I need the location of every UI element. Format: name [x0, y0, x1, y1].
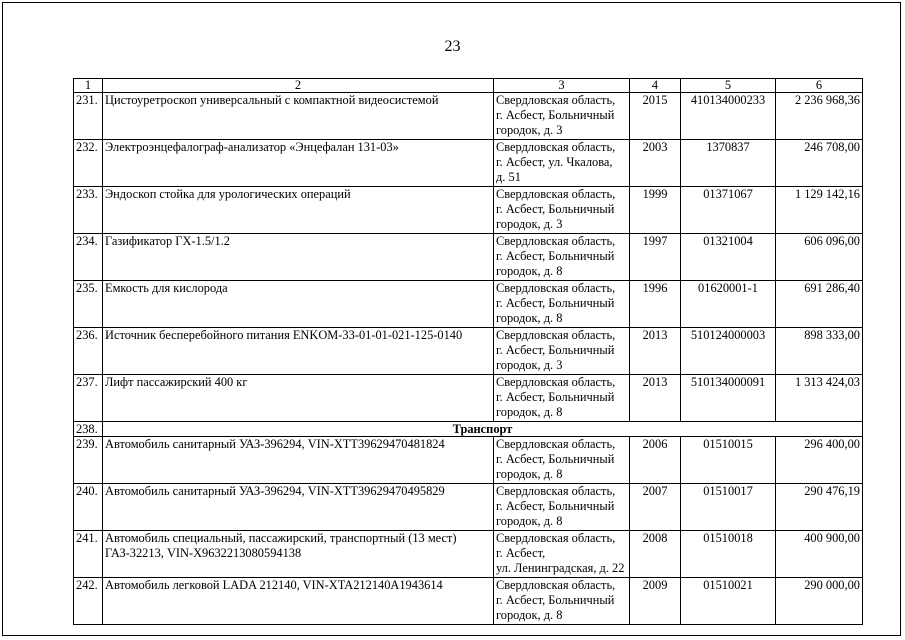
row-number: 239.: [74, 437, 103, 484]
item-address: [494, 93, 630, 140]
item-inventory-number: 01620001-1: [681, 281, 776, 328]
item-address-line: г. Асбест, Больничный: [496, 343, 615, 357]
item-address-line: Свердловская область,: [496, 437, 616, 451]
item-address: [494, 484, 630, 531]
item-name-line: Цистоуретроскоп универсальный с компактной видеосистемой: [105, 93, 439, 107]
row-number: 234.: [74, 234, 103, 281]
item-address: [494, 328, 630, 375]
item-address-line: городок, д. 8: [496, 264, 563, 278]
item-year: 2008: [630, 531, 681, 578]
item-address: [494, 531, 630, 578]
item-address-line: г. Асбест, ул. Чкалова,: [496, 155, 613, 169]
item-address: [494, 187, 630, 234]
item-name: [103, 437, 494, 484]
item-name-line: Автомобиль санитарный УАЗ-396294, VIN-XTT39629470495829: [105, 484, 445, 498]
assets-table: [73, 78, 863, 625]
item-value: 290 476,19: [776, 484, 863, 531]
item-value: 246 708,00: [776, 140, 863, 187]
row-number: 242.: [74, 578, 103, 625]
item-address-line: Свердловская область,: [496, 328, 616, 342]
item-year: 2015: [630, 93, 681, 140]
row-number: 232.: [74, 140, 103, 187]
column-number-row: [74, 79, 863, 93]
item-address-line: Свердловская область,: [496, 578, 616, 592]
item-address-line: г. Асбест, Больничный: [496, 499, 615, 513]
column-header: 4: [630, 79, 681, 93]
item-year: 2013: [630, 375, 681, 422]
item-address-line: Свердловская область,: [496, 187, 616, 201]
item-name: [103, 484, 494, 531]
table-row: [74, 437, 863, 484]
item-address-line: Свердловская область,: [496, 140, 616, 154]
item-inventory-number: 01510018: [681, 531, 776, 578]
item-year: 1999: [630, 187, 681, 234]
item-year: 2003: [630, 140, 681, 187]
item-year: 2007: [630, 484, 681, 531]
row-number: 240.: [74, 484, 103, 531]
item-inventory-number: 01371067: [681, 187, 776, 234]
item-name-line: Автомобиль санитарный УАЗ-396294, VIN-XTT39629470481824: [105, 437, 445, 451]
item-address-line: г. Асбест, Больничный: [496, 390, 615, 404]
item-inventory-number: 510134000091: [681, 375, 776, 422]
item-name: [103, 187, 494, 234]
item-name-line: Газификатор ГХ-1.5/1.2: [105, 234, 230, 248]
item-value: 1 313 424,03: [776, 375, 863, 422]
table-row: [74, 234, 863, 281]
item-name-line: ГАЗ-32213, VIN-X9632213080594138: [105, 546, 302, 560]
item-address-line: г. Асбест, Больничный: [496, 249, 615, 263]
item-address-line: Свердловская область,: [496, 234, 616, 248]
item-address-line: Свердловская область,: [496, 375, 616, 389]
item-address: [494, 281, 630, 328]
row-number: 238.: [74, 422, 103, 437]
item-address-line: городок, д. 8: [496, 514, 563, 528]
section-row: [74, 422, 863, 437]
item-address-line: г. Асбест, Больничный: [496, 108, 615, 122]
table-row: [74, 187, 863, 234]
item-inventory-number: 01510021: [681, 578, 776, 625]
item-address-line: г. Асбест, Больничный: [496, 593, 615, 607]
item-value: 400 900,00: [776, 531, 863, 578]
column-header: 3: [494, 79, 630, 93]
item-name-line: Эндоскоп стойка для урологических операций: [105, 187, 351, 201]
item-name: [103, 328, 494, 375]
item-value: 296 400,00: [776, 437, 863, 484]
item-name-line: Электроэнцефалограф-анализатор «Энцефалан 131-03»: [105, 140, 399, 154]
column-header: 1: [74, 79, 103, 93]
item-address-line: г. Асбест,: [496, 546, 546, 560]
table-row: [74, 484, 863, 531]
table-row: [74, 578, 863, 625]
item-value: 691 286,40: [776, 281, 863, 328]
item-address-line: городок, д. 3: [496, 358, 563, 372]
item-name-line: Источник бесперебойного питания ENKOM-33-01-01-021-125-0140: [105, 328, 463, 342]
item-name-line: Емкость для кислорода: [105, 281, 228, 295]
table-row: [74, 281, 863, 328]
item-year: 2006: [630, 437, 681, 484]
item-year: 1996: [630, 281, 681, 328]
row-number: 236.: [74, 328, 103, 375]
item-value: 898 333,00: [776, 328, 863, 375]
item-address-line: Свердловская область,: [496, 281, 616, 295]
item-inventory-number: 01510015: [681, 437, 776, 484]
item-inventory-number: 510124000003: [681, 328, 776, 375]
item-value: 606 096,00: [776, 234, 863, 281]
item-address-line: ул. Ленинградская, д. 22: [496, 561, 625, 575]
item-address-line: Свердловская область,: [496, 93, 616, 107]
item-name: [103, 578, 494, 625]
item-address-line: городок, д. 8: [496, 405, 563, 419]
item-address: [494, 375, 630, 422]
item-value: 290 000,00: [776, 578, 863, 625]
table-row: [74, 140, 863, 187]
item-address: [494, 578, 630, 625]
item-inventory-number: 01321004: [681, 234, 776, 281]
item-year: 2013: [630, 328, 681, 375]
item-address-line: Свердловская область,: [496, 531, 616, 545]
row-number: 237.: [74, 375, 103, 422]
column-header: 6: [776, 79, 863, 93]
item-address-line: г. Асбест, Больничный: [496, 296, 615, 310]
item-name: [103, 234, 494, 281]
item-address-line: Свердловская область,: [496, 484, 616, 498]
item-name: [103, 281, 494, 328]
item-inventory-number: 01510017: [681, 484, 776, 531]
item-name: [103, 140, 494, 187]
item-value: 2 236 968,36: [776, 93, 863, 140]
item-year: 1997: [630, 234, 681, 281]
item-address: [494, 234, 630, 281]
item-inventory-number: 410134000233: [681, 93, 776, 140]
table-row: [74, 375, 863, 422]
row-number: 233.: [74, 187, 103, 234]
item-address-line: городок, д. 8: [496, 608, 563, 622]
column-header: 2: [103, 79, 494, 93]
item-address: [494, 437, 630, 484]
column-header: 5: [681, 79, 776, 93]
row-number: 231.: [74, 93, 103, 140]
item-address-line: г. Асбест, Больничный: [496, 202, 615, 216]
item-address-line: городок, д. 8: [496, 467, 563, 481]
item-name-line: Лифт пассажирский 400 кг: [105, 375, 248, 389]
item-name-line: Автомобиль легковой LADA 212140, VIN-XTA212140A1943614: [105, 578, 443, 592]
item-year: 2009: [630, 578, 681, 625]
item-address-line: д. 51: [496, 170, 521, 184]
item-name: [103, 531, 494, 578]
item-address-line: г. Асбест, Больничный: [496, 452, 615, 466]
item-name: [103, 375, 494, 422]
table-row: [74, 531, 863, 578]
table-row: [74, 328, 863, 375]
item-address: [494, 140, 630, 187]
item-name-line: Автомобиль специальный, пассажирский, транспортный (13 мест): [105, 531, 457, 545]
row-number: 241.: [74, 531, 103, 578]
section-title: Транспорт: [103, 422, 863, 437]
item-name: [103, 93, 494, 140]
item-address-line: городок, д. 3: [496, 123, 563, 137]
row-number: 235.: [74, 281, 103, 328]
item-address-line: городок, д. 8: [496, 311, 563, 325]
item-address-line: городок, д. 3: [496, 217, 563, 231]
item-value: 1 129 142,16: [776, 187, 863, 234]
page-number: 23: [444, 38, 461, 55]
table-row: [74, 93, 863, 140]
item-inventory-number: 1370837: [681, 140, 776, 187]
